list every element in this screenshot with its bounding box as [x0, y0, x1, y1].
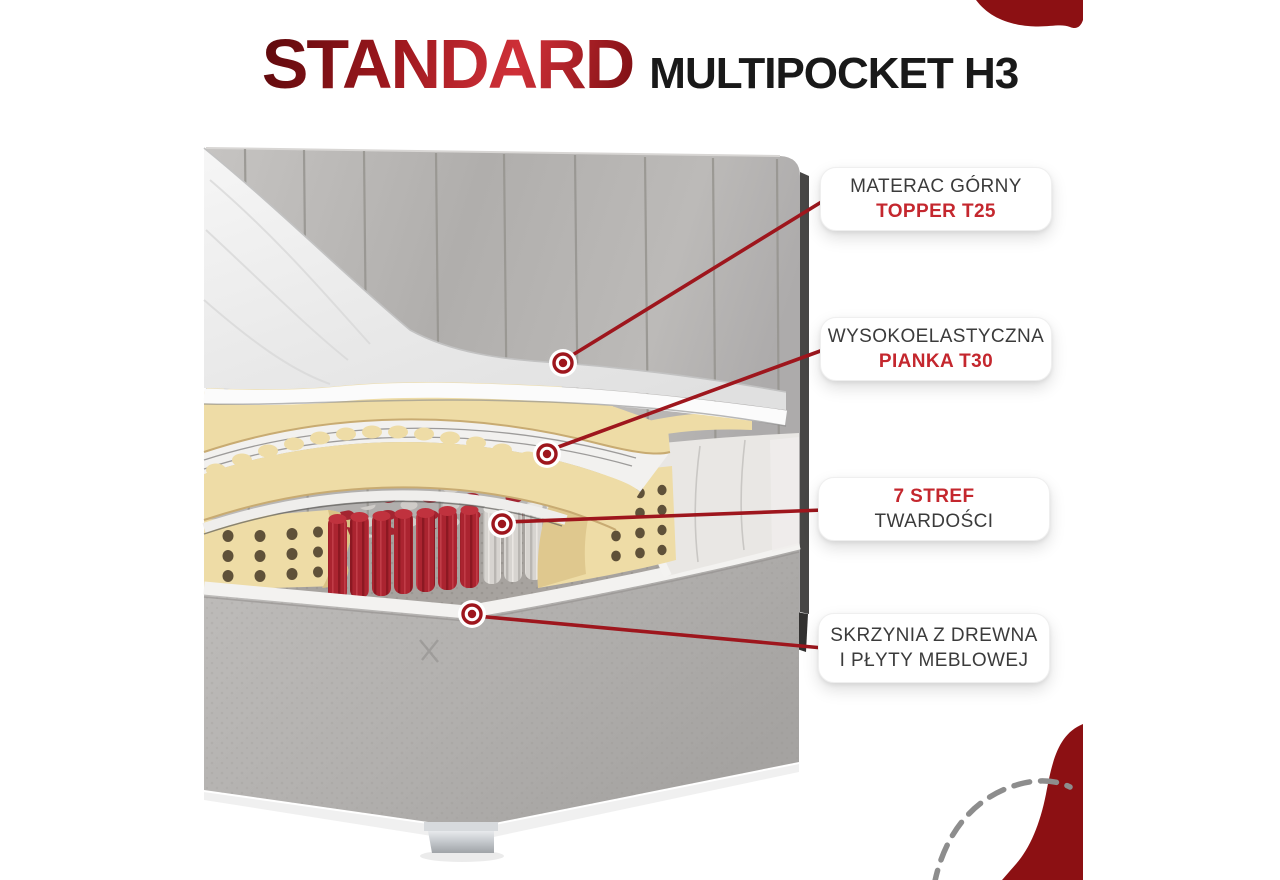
callout-line2: PIANKA T30 [878, 351, 994, 373]
callout-line1: MATERAC GÓRNY [850, 176, 1022, 197]
callout-line2: TWARDOŚCI [874, 511, 994, 533]
ring-dot-marker-icon [549, 349, 577, 377]
ring-dot-marker-icon [488, 510, 516, 538]
bed-front-leg [420, 822, 504, 862]
callout-card-topper [820, 167, 1052, 231]
callout-line2: TOPPER T25 [876, 201, 996, 223]
callout-line2: I PŁYTY MEBLOWEJ [839, 650, 1029, 671]
corner-blob-bottom-right-icon [1002, 724, 1083, 880]
callout-line1: 7 STREF [893, 486, 975, 507]
callout-card-zones [818, 477, 1050, 541]
title-brand: STANDARD [261, 25, 634, 103]
headboard-side-edge [800, 172, 809, 614]
ring-dot-marker-icon [458, 600, 486, 628]
callout-line1: SKRZYNIA Z DREWNA [830, 624, 1038, 646]
callout-card-box [818, 613, 1050, 683]
page-title [0, 24, 1280, 104]
callout-line1: WYSOKOELASTYCZNA [827, 326, 1045, 347]
ring-dot-marker-icon [533, 440, 561, 468]
title-model: MULTIPOCKET H3 [649, 49, 1019, 98]
callout-card-foam [820, 317, 1052, 381]
